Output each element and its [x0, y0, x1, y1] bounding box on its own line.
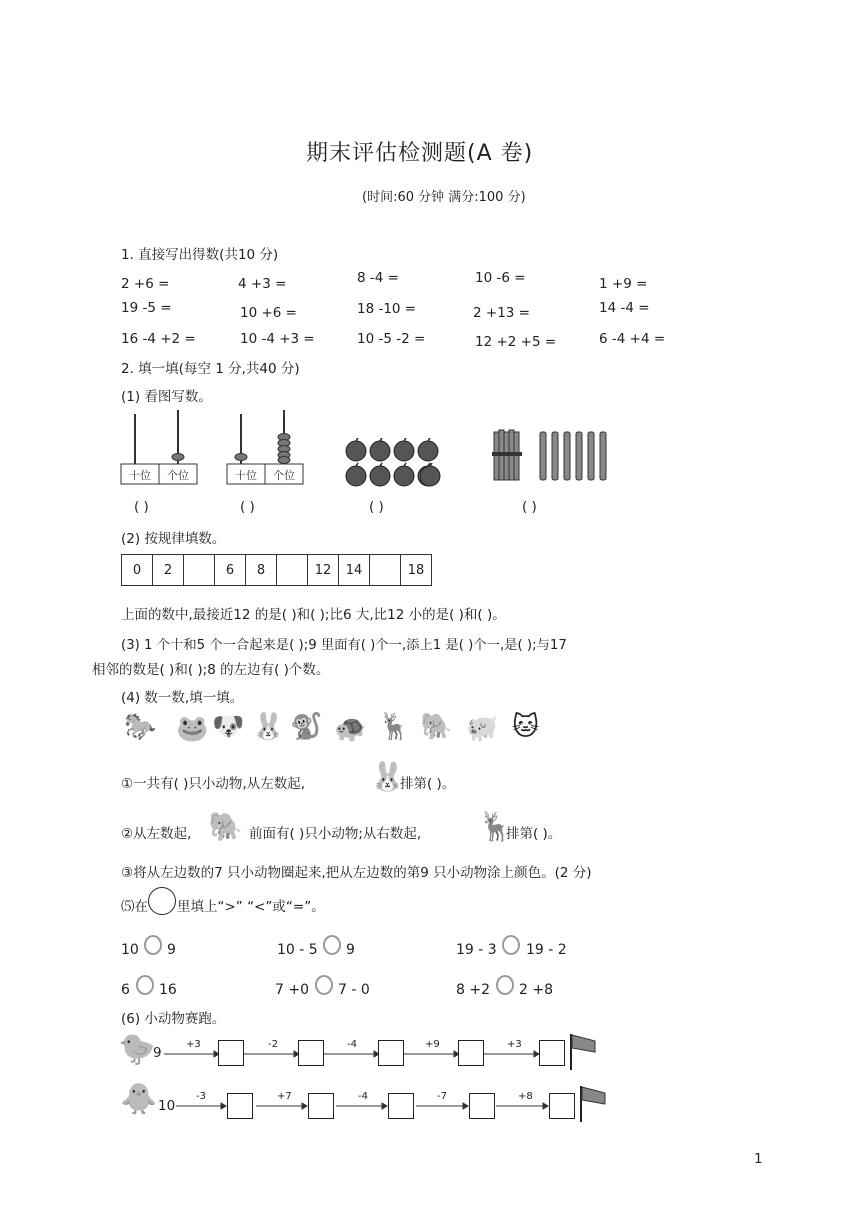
answer-box[interactable]	[227, 1093, 253, 1119]
abacus-tens-label: 十位	[129, 469, 151, 482]
cat-icon: 🐱	[512, 712, 540, 742]
equation: 2 +6 =	[121, 276, 170, 292]
race-start: 10	[158, 1098, 176, 1114]
equation: 16 -4 +2 =	[121, 331, 196, 347]
turtle-icon: 🐢	[334, 714, 367, 744]
monkey-icon: 🐒	[290, 712, 323, 742]
answer-box[interactable]	[549, 1093, 575, 1119]
equation: 14 -4 =	[599, 300, 650, 316]
equation: 10 -5 -2 =	[357, 331, 426, 347]
abacus-ones-label: 个位	[273, 469, 295, 482]
compare-right: 7 - 0	[338, 982, 370, 998]
dog-icon: 🐶	[212, 712, 245, 742]
answer-box[interactable]	[469, 1093, 495, 1119]
rabbit-icon: 🐰	[370, 760, 405, 793]
compare-right: 9	[346, 942, 355, 958]
abacus-tens-label: 十位	[235, 469, 257, 482]
answer-blank[interactable]: ( )	[134, 499, 149, 515]
frog-icon: 🐸	[176, 714, 209, 744]
answer-box[interactable]	[298, 1040, 324, 1066]
exam-meta: (时间:60 分钟 满分:100 分)	[362, 190, 526, 205]
compare-circle[interactable]	[496, 975, 514, 995]
step-label: -4	[358, 1091, 368, 1102]
sequence-cell: 12	[308, 555, 339, 586]
sequence-cell: 8	[246, 555, 277, 586]
equation: 1 +9 =	[599, 276, 648, 292]
compare-circle[interactable]	[136, 975, 154, 995]
answer-box[interactable]	[458, 1040, 484, 1066]
equation: 6 -4 +4 =	[599, 331, 666, 347]
step-label: +7	[277, 1091, 292, 1102]
q2-part4-s2b: 前面有( )只小动物;从右数起,	[249, 826, 422, 842]
step-label: -2	[268, 1039, 278, 1050]
compare-right: 9	[167, 942, 176, 958]
compare-left: 10 - 5	[277, 942, 318, 958]
q2-part4-s3: ③将从左边数的7 只小动物圈起来,把从左边数的第9 只小动物涂上颜色。(2 分)	[121, 865, 592, 881]
step-label: +9	[425, 1039, 440, 1050]
rabbit-icon: 🐰	[252, 712, 285, 742]
answer-box[interactable]	[378, 1040, 404, 1066]
step-label: -7	[437, 1091, 447, 1102]
elephant-icon: 🐘	[420, 712, 453, 742]
compare-circle[interactable]	[502, 935, 520, 955]
q2-heading: 2. 填一填(每空 1 分,共40 分)	[121, 361, 300, 377]
equation: 2 +13 =	[473, 305, 530, 321]
compare-circle[interactable]	[315, 975, 333, 995]
step-label: -4	[347, 1039, 357, 1050]
equation: 12 +2 +5 =	[475, 334, 557, 350]
compare-right: 16	[159, 982, 177, 998]
sequence-cell: 14	[339, 555, 370, 586]
answer-blank[interactable]: ( )	[369, 499, 384, 515]
step-label: -3	[196, 1091, 206, 1102]
sequence-cell: 0	[122, 555, 153, 586]
answer-blank[interactable]: ( )	[240, 499, 255, 515]
q2-part6-label: (6) 小动物赛跑。	[121, 1011, 226, 1027]
abacus-ones-label: 个位	[167, 469, 189, 482]
compare-right: 19 - 2	[526, 942, 567, 958]
sequence-blank-cell[interactable]	[277, 555, 308, 586]
compare-left: 6	[121, 982, 130, 998]
sequence-table	[121, 554, 432, 586]
answer-box[interactable]	[308, 1093, 334, 1119]
compare-left: 10	[121, 942, 139, 958]
equation: 18 -10 =	[357, 301, 417, 317]
race-start: 9	[153, 1045, 162, 1061]
page-number: 1	[754, 1151, 763, 1167]
answer-box[interactable]	[218, 1040, 244, 1066]
step-label: +3	[186, 1039, 201, 1050]
compare-circle[interactable]	[144, 935, 162, 955]
sequence-cell: 2	[153, 555, 184, 586]
abacus-figure	[226, 408, 306, 488]
q2-part1-label: (1) 看图写数。	[121, 389, 212, 405]
pig-icon: 🐖	[466, 714, 499, 744]
sequence-blank-cell[interactable]	[184, 555, 215, 586]
q2-part2-question: 上面的数中,最接近12 的是( )和( );比6 大,比12 小的是( )和( )。	[121, 607, 506, 623]
q2-part5-label-b: 里填上“>” “<”或“=”。	[177, 899, 325, 915]
equation: 10 -6 =	[475, 270, 526, 286]
q2-part4-s2c: 排第( )。	[506, 826, 562, 842]
q2-part3-line1: (3) 1 个十和5 个一合起来是( );9 里面有( )个一,添上1 是( )个一,是( );与17	[121, 638, 567, 653]
horse-icon: 🐎	[124, 712, 157, 742]
compare-left: 7 +0	[275, 982, 309, 998]
compare-circle[interactable]	[323, 935, 341, 955]
q2-part4-s1b: 排第( )。	[400, 776, 456, 792]
q2-part2-label: (2) 按规律填数。	[121, 531, 226, 547]
equation: 10 +6 =	[240, 305, 297, 321]
equation: 10 -4 +3 =	[240, 331, 315, 347]
equation: 19 -5 =	[121, 300, 172, 316]
compare-right: 2 +8	[519, 982, 553, 998]
page-title: 期末评估检测题(A 卷)	[306, 141, 534, 166]
q2-part3-line2: 相邻的数是( )和( );8 的左边有( )个数。	[92, 662, 330, 678]
q2-part4-s2a: ②从左数起,	[121, 826, 192, 842]
sequence-cell: 6	[215, 555, 246, 586]
answer-blank[interactable]: ( )	[522, 499, 537, 515]
q2-part4-s1a: ①一共有( )只小动物,从左数起,	[121, 776, 306, 792]
sticks-figure	[490, 428, 615, 484]
goat-icon: 🦌	[378, 712, 411, 742]
step-label: +3	[507, 1039, 522, 1050]
compare-left: 19 - 3	[456, 942, 497, 958]
sequence-blank-cell[interactable]	[370, 555, 401, 586]
compare-left: 8 +2	[456, 982, 490, 998]
sequence-cell: 18	[401, 555, 432, 586]
apple-icon	[420, 462, 460, 490]
flag-icon	[578, 1084, 608, 1124]
answer-box[interactable]	[539, 1040, 565, 1066]
goat-icon: 🦌	[478, 810, 513, 843]
chick-icon: 🐥	[120, 1082, 158, 1117]
circle-icon	[148, 887, 176, 915]
elephant-icon: 🐘	[208, 810, 243, 843]
answer-box[interactable]	[388, 1093, 414, 1119]
equation: 8 -4 =	[357, 270, 399, 286]
equation: 4 +3 =	[238, 276, 287, 292]
abacus-figure	[120, 408, 200, 488]
q2-part4-label: (4) 数一数,填一填。	[121, 690, 244, 706]
flag-icon	[568, 1032, 598, 1072]
step-label: +8	[518, 1091, 533, 1102]
q2-part5-label-a: ⑸在	[121, 899, 148, 915]
duck-icon: 🐤	[118, 1032, 156, 1067]
q1-heading: 1. 直接写出得数(共10 分)	[121, 247, 279, 263]
